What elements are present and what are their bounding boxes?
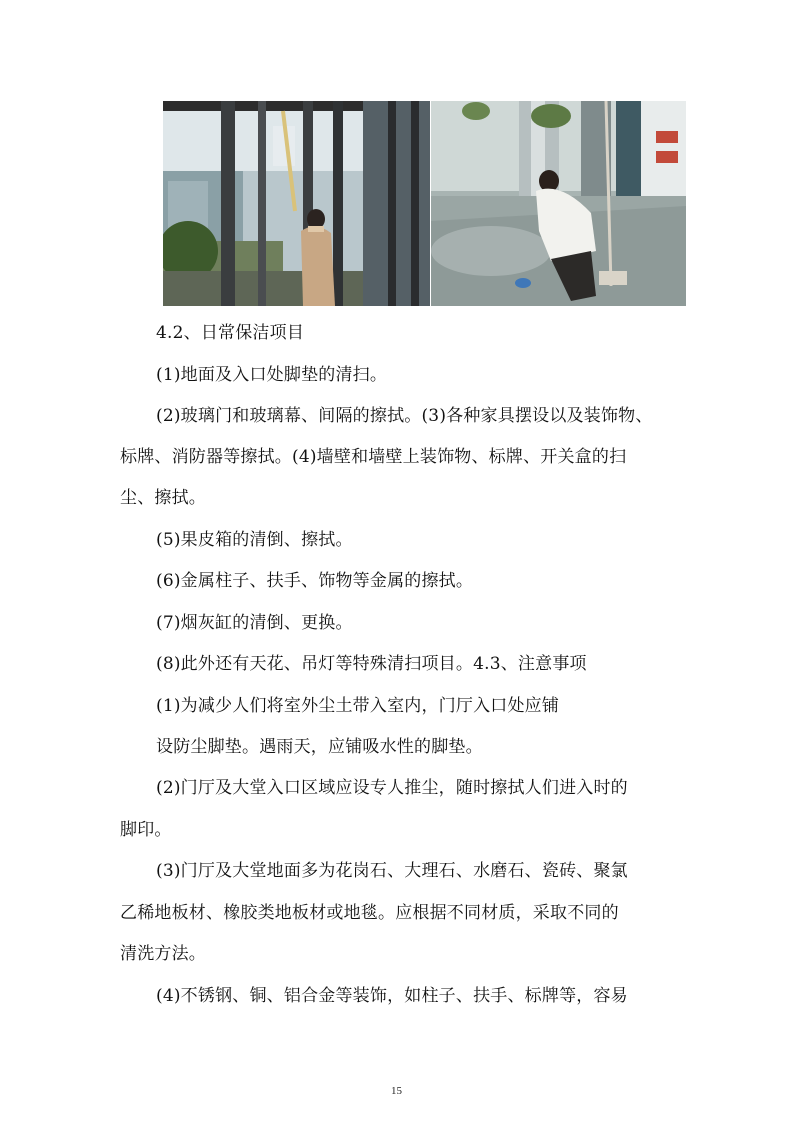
text-line: (1)地面及入口处脚垫的清扫。 xyxy=(156,365,388,385)
text-line: (7)烟灰缸的清倒、更换。 xyxy=(156,613,353,633)
text-line: (2)玻璃门和玻璃幕、间隔的擦拭。(3)各种家具摆设以及装饰物、 xyxy=(156,406,653,426)
text-line: 设防尘脚垫。遇雨天，应铺吸水性的脚垫。 xyxy=(156,737,483,757)
text-line: (3)门厅及大堂地面多为花岗石、大理石、水磨石、瓷砖、聚氯 xyxy=(156,861,628,881)
text-line: 乙稀地板材、橡胶类地板材或地毯。应根据不同材质，采取不同的 xyxy=(120,903,619,923)
text-line: 脚印。 xyxy=(120,820,172,840)
text-line: (8)此外还有天花、吊灯等特殊清扫项目。4.3、注意事项 xyxy=(156,654,587,674)
section-heading: 4.2、日常保洁项目 xyxy=(156,323,305,343)
text-line: 尘、擦拭。 xyxy=(120,488,206,508)
text-line: 标牌、消防器等擦拭。(4)墙壁和墙壁上装饰物、标牌、开关盒的扫 xyxy=(120,447,627,467)
text-line: (1)为减少人们将室外尘土带入室内，门厅入口处应铺 xyxy=(156,696,560,716)
text-line: (5)果皮箱的清倒、擦拭。 xyxy=(156,530,353,550)
photo-window-cleaning xyxy=(163,101,430,306)
text-line: (6)金属柱子、扶手、饰物等金属的擦拭。 xyxy=(156,571,474,591)
text-line: 清洗方法。 xyxy=(120,944,206,964)
photo-floor-cleaning xyxy=(431,101,686,306)
text-line: (4)不锈钢、铜、铝合金等装饰，如柱子、扶手、标牌等，容易 xyxy=(156,986,628,1006)
text-line: (2)门厅及大堂入口区域应设专人推尘，随时擦拭人们进入时的 xyxy=(156,778,628,798)
page-number: 15 xyxy=(391,1085,402,1097)
